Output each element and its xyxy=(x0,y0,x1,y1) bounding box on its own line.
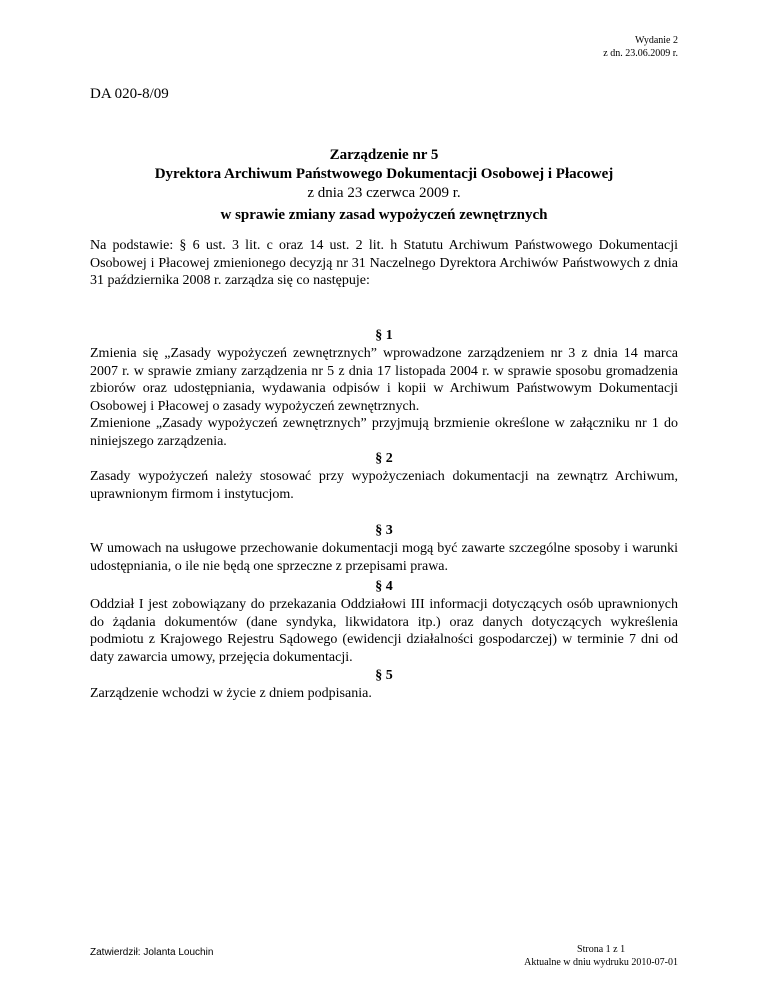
edition-header xyxy=(603,34,678,60)
section-3 xyxy=(90,522,678,575)
section-3-paragraph: W umowach na usługowe przechowanie dokumentacji mogą być zawarte szczególne sposoby i warunki udostępniania, o ile nie będą one sprzeczne z przepisami prawa. xyxy=(90,541,678,574)
page-number: Strona 1 z 1 xyxy=(577,944,626,955)
section-4-paragraph: Oddział I jest zobowiązany do przekazania Oddziałowi III informacji dotyczących osób uprawnionych do żądania dokumentów (dane syndyka, likwidatora itp.) oraz danych dotyczących wykreślenia podmiotu z Krajowego Rejestru Sądowego (ewidencji działalności gospodarczej) w terminie 7 dni od daty zawarcia umowy, przejęcia dokumentacji. xyxy=(90,597,678,665)
section-2-heading: § 2 xyxy=(375,451,393,466)
document-subject: w sprawie zmiany zasad wypożyczeń zewnętrznych xyxy=(220,207,548,223)
intro-paragraph: Na podstawie: § 6 ust. 3 lit. c oraz 14 ust. 2 lit. h Statutu Archiwum Państwowego Dokumentacji Osobowej i Płacowej zmienionego decyzją nr 31 Naczelnego Dyrektora Archiwów Państwowych z dnia 31 października 2008 r. zarządza się co następuje: xyxy=(90,238,678,288)
title-line-1: Zarządzenie nr 5 xyxy=(329,147,439,163)
title-line-2: Dyrektora Archiwum Państwowego Dokumentacji Osobowej i Płacowej xyxy=(154,166,614,182)
section-4-heading: § 4 xyxy=(375,579,393,594)
approved-by: Zatwierdził: Jolanta Louchin xyxy=(90,947,214,958)
section-5 xyxy=(90,667,678,703)
title-line-3: z dnia 23 czerwca 2009 r. xyxy=(307,185,461,201)
section-3-heading: § 3 xyxy=(375,523,393,538)
section-5-paragraph: Zarządzenie wchodzi w życie z dniem podpisania. xyxy=(90,686,372,701)
section-1-paragraph-1: Zmienia się „Zasady wypożyczeń zewnętrznych” wprowadzone zarządzeniem nr 3 z dnia 14 marca 2007 r. w sprawie zmiany zarządzenia nr 5 z dnia 17 listopada 2004 r. w sprawie sposobu gromadzenia zbiorów oraz udostępniania, wydawania odpisów i kopii w Archiwum Państwowym Dokumentacji Osobowej i Płacowej o zasady wypożyczeń zewnętrznych. xyxy=(90,346,678,414)
print-date: Aktualne w dniu wydruku 2010-07-01 xyxy=(524,957,678,968)
section-5-heading: § 5 xyxy=(375,668,393,683)
document-title xyxy=(80,146,688,203)
section-2-paragraph: Zasady wypożyczeń należy stosować przy wypożyczeniach dokumentacji na zewnątrz Archiwum, uprawnionym firmom i instytucjom. xyxy=(90,469,678,502)
page-footer xyxy=(524,943,678,969)
section-1-heading: § 1 xyxy=(375,328,393,343)
edition-label: Wydanie 2 xyxy=(635,35,678,46)
section-1-paragraph-2: Zmienione „Zasady wypożyczeń zewnętrznych” przyjmują brzmienie określone w załączniku nr 1 do niniejszego zarządzenia. xyxy=(90,416,678,449)
section-2 xyxy=(90,450,678,503)
section-4 xyxy=(90,578,678,666)
section-1 xyxy=(90,327,678,450)
document-reference: DA 020-8/09 xyxy=(90,86,169,102)
edition-date: z dn. 23.06.2009 r. xyxy=(603,48,678,59)
